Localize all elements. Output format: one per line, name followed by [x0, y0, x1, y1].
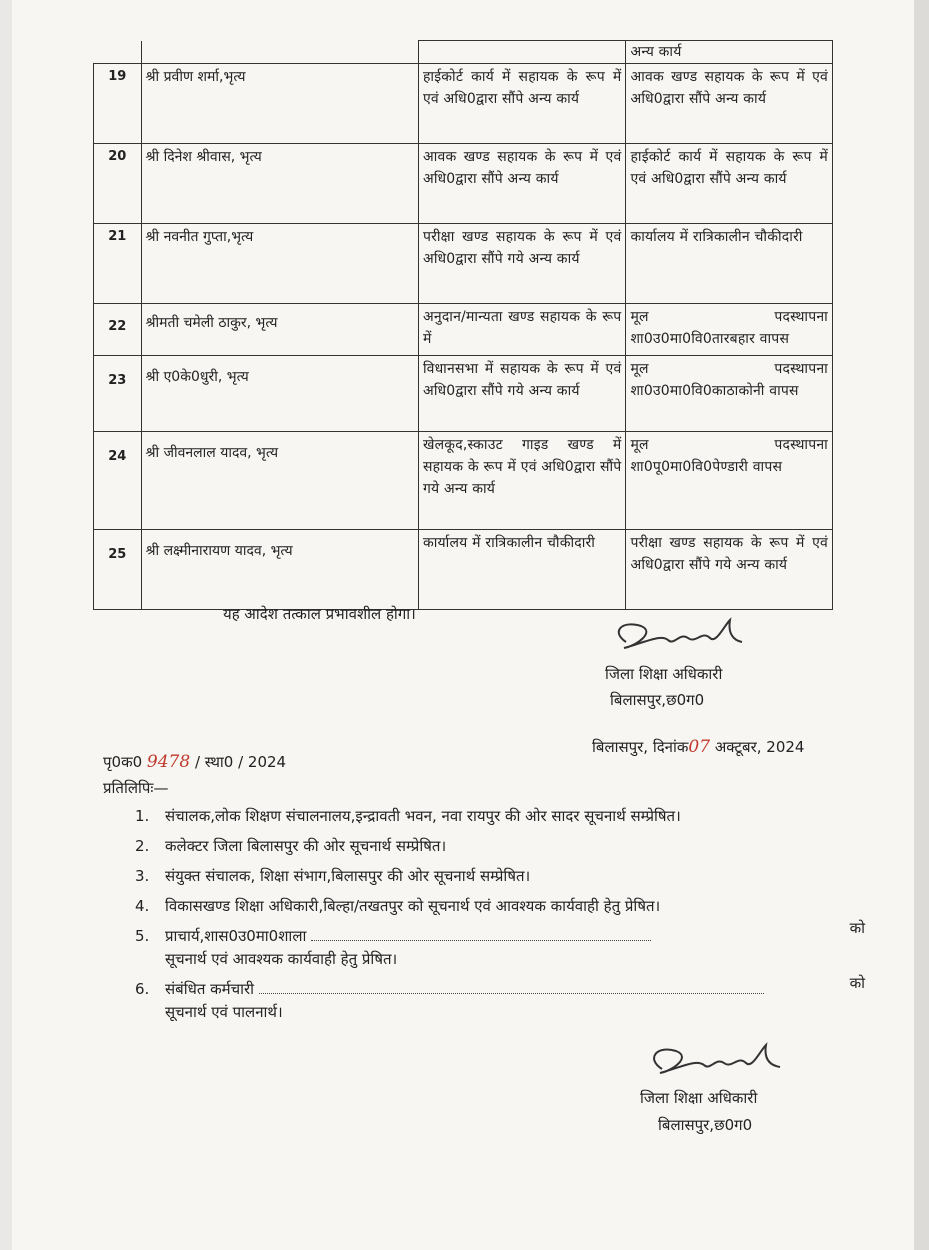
new-work: हाईकोर्ट कार्य में सहायक के रूप में एवं अधि0द्वारा सौंपे अन्य कार्य	[626, 144, 833, 224]
new-work: मूल पदस्थापना शा0उ0मा0वि0तारबहार वापस	[626, 304, 833, 356]
list-item-number: 3.	[135, 867, 150, 885]
list-item	[135, 919, 865, 971]
list-item	[135, 865, 865, 888]
table-row	[94, 304, 833, 356]
employee-name: श्री जीवनलाल यादव, भृत्य	[141, 432, 418, 530]
row-number: 23	[94, 356, 142, 432]
list-item	[135, 974, 865, 1024]
signature-2	[640, 1035, 800, 1085]
staff-assignment-table	[93, 40, 833, 610]
signatory2-title: जिला शिक्षा अधिकारी	[640, 1089, 758, 1107]
list-item-number: 5.	[135, 927, 150, 945]
current-work: कार्यालय में रात्रिकालीन चौकीदारी	[418, 530, 626, 610]
current-work: खेलकूद,स्काउट गाइड खण्ड में सहायक के रूप में एवं अधि0द्वारा सौंपे गये अन्य कार्य	[418, 432, 626, 530]
current-work: हाईकोर्ट कार्य में सहायक के रूप में एवं अधि0द्वारा सौंपे अन्य कार्य	[418, 64, 626, 144]
memo-date-prefix: बिलासपुर, दिनांक	[592, 738, 689, 756]
employee-name: श्री दिनेश श्रीवास, भृत्य	[141, 144, 418, 224]
current-work: आवक खण्ड सहायक के रूप में एवं अधि0द्वारा सौंपे अन्य कार्य	[418, 144, 626, 224]
list-item-text: संचालक,लोक शिक्षण संचालनालय,इन्द्रावती भवन, नवा रायपुर की ओर सादर सूचनार्थ सम्प्रेषित।	[165, 807, 681, 825]
list-item-number: 1.	[135, 807, 150, 825]
list-item-number: 6.	[135, 980, 150, 998]
fill-in-dotted-line	[311, 928, 651, 941]
row-number: 21	[94, 224, 142, 304]
employee-name: श्री नवनीत गुप्ता,भृत्य	[141, 224, 418, 304]
copy-to-heading: प्रतिलिपिः—	[103, 779, 169, 797]
list-item-tail: को	[849, 974, 865, 992]
row-number: 25	[94, 530, 142, 610]
row-number: 19	[94, 64, 142, 144]
row-number: 24	[94, 432, 142, 530]
table-row	[94, 41, 833, 64]
list-item-text: विकासखण्ड शिक्षा अधिकारी,बिल्हा/तखतपुर को सूचनार्थ एवं आवश्यक कार्यवाही हेतु प्रेषित।	[165, 897, 661, 915]
table-cell-continuation: अन्य कार्य	[626, 41, 833, 64]
employee-name: श्रीमती चमेली ठाकुर, भृत्य	[141, 304, 418, 356]
list-item-tail: को	[849, 919, 865, 937]
employee-name: श्री ए0के0धुरी, भृत्य	[141, 356, 418, 432]
row-number: 20	[94, 144, 142, 224]
memo-number-line	[103, 752, 286, 772]
current-work: परीक्षा खण्ड सहायक के रूप में एवं अधि0द्वारा सौंपे गये अन्य कार्य	[418, 224, 626, 304]
memo-suffix: / स्था0 / 2024	[194, 753, 287, 771]
employee-name: श्री लक्ष्मीनारायण यादव, भृत्य	[141, 530, 418, 610]
memo-date-line	[592, 737, 804, 757]
memo-number: 9478	[146, 752, 191, 772]
table-row	[94, 64, 833, 144]
new-work: परीक्षा खण्ड सहायक के रूप में एवं अधि0द्वारा सौंपे गये अन्य कार्य	[626, 530, 833, 610]
signatory2-place: बिलासपुर,छ0ग0	[658, 1116, 753, 1134]
list-item	[135, 895, 865, 918]
new-work: मूल पदस्थापना शा0उ0मा0वि0काठाकोनी वापस	[626, 356, 833, 432]
memo-date-day: 07	[688, 737, 711, 757]
list-item-continuation: सूचनार्थ एवं आवश्यक कार्यवाही हेतु प्रेषित।	[165, 950, 398, 968]
copy-to-list	[135, 805, 865, 1031]
table-row	[94, 432, 833, 530]
signatory-title: जिला शिक्षा अधिकारी	[605, 665, 723, 683]
new-work: कार्यालय में रात्रिकालीन चौकीदारी	[626, 224, 833, 304]
list-item-text: कलेक्टर जिला बिलासपुर की ओर सूचनार्थ सम्प्रेषित।	[165, 837, 447, 855]
row-number: 22	[94, 304, 142, 356]
list-item-continuation: सूचनार्थ एवं पालनार्थ।	[165, 1003, 283, 1021]
list-item-text: संबंधित कर्मचारी	[165, 980, 255, 998]
memo-prefix: पृ0क0	[103, 753, 143, 771]
list-item	[135, 805, 865, 828]
list-item-text: प्राचार्य,शास0उ0मा0शाला	[165, 927, 307, 945]
table-row	[94, 530, 833, 610]
fill-in-dotted-line	[259, 981, 764, 994]
list-item-text: संयुक्त संचालक, शिक्षा संभाग,बिलासपुर की ओर सूचनार्थ सम्प्रेषित।	[165, 867, 531, 885]
employee-name: श्री प्रवीण शर्मा,भृत्य	[141, 64, 418, 144]
signatory-place: बिलासपुर,छ0ग0	[610, 691, 705, 709]
page-edge-shadow	[914, 0, 929, 1250]
signature-1	[606, 612, 766, 662]
table-row	[94, 356, 833, 432]
list-item	[135, 835, 865, 858]
new-work: मूल पदस्थापना शा0पू0मा0वि0पेण्डारी वापस	[626, 432, 833, 530]
table-row	[94, 224, 833, 304]
memo-date-suffix: अक्टूबर, 2024	[714, 738, 805, 756]
current-work: अनुदान/मान्यता खण्ड सहायक के रूप में	[418, 304, 626, 356]
list-item-number: 4.	[135, 897, 150, 915]
list-item-number: 2.	[135, 837, 150, 855]
new-work: आवक खण्ड सहायक के रूप में एवं अधि0द्वारा सौंपे अन्य कार्य	[626, 64, 833, 144]
effect-statement: यह आदेश तत्काल प्रभावशील होगा।	[223, 605, 416, 623]
table-row	[94, 144, 833, 224]
current-work: विधानसभा में सहायक के रूप में एवं अधि0द्वारा सौंपे गये अन्य कार्य	[418, 356, 626, 432]
